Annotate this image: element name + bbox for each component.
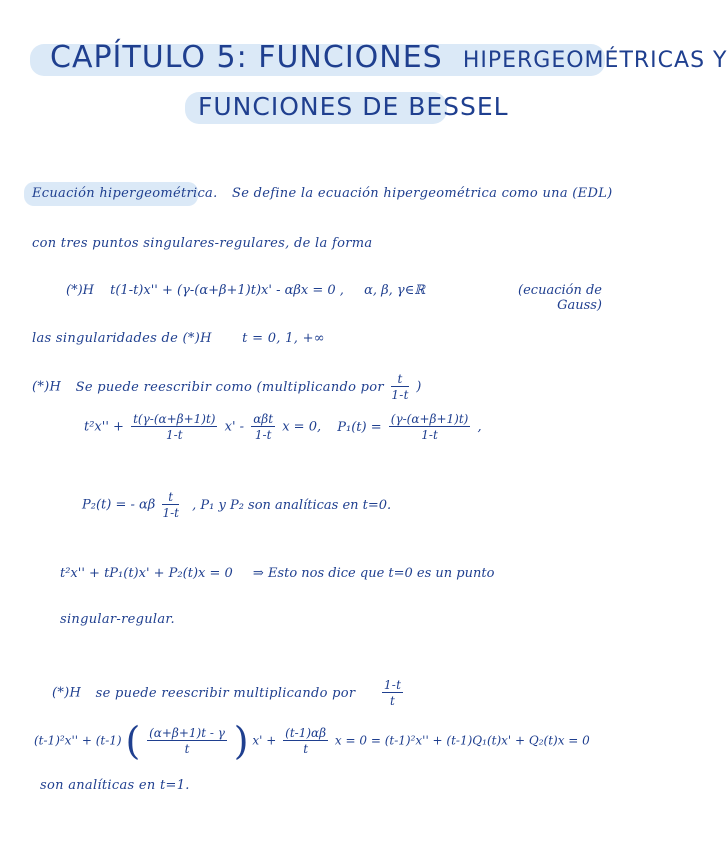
p1-frac2-num: αβt (253, 412, 274, 426)
p2-fraction (162, 490, 179, 520)
final-after-paren: x' + (252, 733, 277, 748)
gauss-note-2: Gauss) (557, 298, 602, 313)
singular-equation (60, 566, 494, 581)
final-tail: x = 0 = (t-1)²x'' + (t-1)Q₁(t)x' + Q₂(t)x = 0 (334, 733, 590, 748)
sing-rest: ⇒ Esto nos dice que t=0 es un punto (252, 566, 495, 581)
final-equation (34, 719, 590, 763)
definition-term: Ecuación hipergeométrica. (32, 186, 218, 201)
sing-rest-2: singular-regular. (60, 612, 175, 627)
rewrite1-frac-num: t (391, 372, 408, 387)
intro-line-1 (32, 186, 613, 201)
rewrite2-fraction (382, 678, 403, 708)
rewrite2-frac-num: 1-t (383, 678, 402, 692)
final-text: son analíticas en t=1. (40, 778, 190, 793)
p2-rest: , P₁ y P₂ son analíticas en t=0. (192, 497, 392, 513)
sing-expr: t²x'' + tP₁(t)x' + P₂(t)x = 0 (60, 566, 233, 581)
rewrite1-fraction (391, 372, 408, 402)
rewrite2-label: (*)H (52, 685, 82, 701)
gauss-note-1: (ecuación de (518, 283, 602, 298)
singularities-line (32, 331, 325, 346)
title-line2: FUNCIONES DE BESSEL (198, 92, 509, 121)
p2-frac-num: t (162, 490, 179, 505)
final-inner-num: (α+β+1)t - γ (149, 726, 225, 740)
rewrite1-text: Se puede reescribir como (multiplicando por (75, 379, 384, 395)
singular-regular-line (60, 612, 175, 627)
p1-tail: x = 0, (282, 419, 322, 435)
p1-frac2-den: 1-t (254, 428, 272, 442)
p1-comma: , (477, 419, 482, 435)
eq-params: α, β, γ∈ℝ (364, 283, 426, 298)
final-fraction-2 (283, 726, 328, 756)
rewrite2-text: se puede reescribir multiplicando por (95, 685, 356, 701)
p2-lead: P₂(t) = - αβ (82, 497, 156, 513)
equation-p2 (82, 490, 391, 520)
p1-definition-fraction (389, 412, 471, 442)
intro-text-2: con tres puntos singulares-regulares, de la forma (32, 236, 373, 251)
p1-lead: t²x'' + (84, 419, 124, 435)
rewrite1-frac-den: 1-t (391, 388, 409, 402)
chapter-title-main (50, 40, 727, 75)
p1-frac1-num: t(γ-(α+β+1)t) (133, 412, 216, 426)
chapter-title-second (198, 92, 509, 121)
rewrite-line-1 (32, 372, 422, 402)
intro-text-1: Se define la ecuación hipergeométrica como una (EDL) (231, 186, 613, 201)
p1-fraction-2 (251, 412, 275, 442)
final-inner-fraction (147, 726, 227, 756)
p1-def-num: (γ-(α+β+1)t) (390, 412, 469, 426)
hypergeometric-equation (66, 283, 425, 298)
p1-fraction-1 (131, 412, 217, 442)
rewrite2-frac-den: t (390, 694, 396, 708)
title-line1-big: CAPÍTULO 5: FUNCIONES (50, 40, 443, 75)
equation-p1 (84, 412, 482, 442)
rewrite-line-2 (52, 678, 406, 708)
eq-expr: t(1-t)x'' + (γ-(α+β+1)t)x' - αβx = 0 , (110, 283, 344, 298)
intro-line-2 (32, 236, 372, 251)
p2-frac-den: 1-t (162, 506, 179, 520)
final-line (40, 778, 190, 793)
singularities-values: t = 0, 1, +∞ (242, 331, 325, 346)
final-frac2-den: t (303, 742, 309, 756)
rewrite1-close: ) (416, 379, 422, 395)
eq-label: (*)H (66, 283, 94, 298)
p1-mid: x' - (224, 419, 245, 435)
title-line1-small: HIPERGEOMÉTRICAS Y (462, 48, 727, 73)
left-paren: ( (125, 719, 141, 763)
p1-label: P₁(t) = (337, 419, 382, 435)
final-inner-den: t (184, 742, 190, 756)
singularities-text: las singularidades de (*)H (32, 331, 212, 346)
final-lead: (t-1)²x'' + (t-1) (34, 733, 122, 748)
p1-frac1-den: 1-t (166, 428, 183, 442)
right-paren: ) (233, 719, 249, 763)
p1-def-den: 1-t (421, 428, 438, 442)
rewrite1-label: (*)H (32, 379, 62, 395)
gauss-note (490, 283, 602, 313)
final-frac2-num: (t-1)αβ (285, 726, 327, 740)
